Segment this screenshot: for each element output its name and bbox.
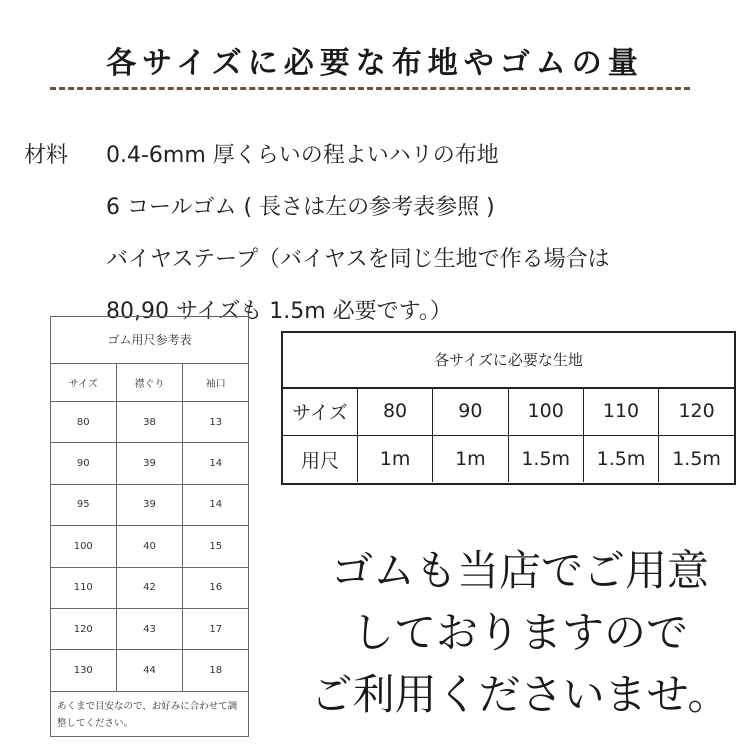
size-cell: 110 <box>51 567 116 608</box>
title-divider <box>50 87 690 90</box>
length-row-label: 用尺 <box>283 436 357 483</box>
size-cell: 90 <box>51 443 116 484</box>
materials-line-bias-note: 80,90 サイズも 1.5m 必要です。） <box>106 299 452 324</box>
cuff-cell: 18 <box>183 650 248 691</box>
materials-label: 材料 <box>24 143 69 168</box>
materials-line-elastic: 6 コールゴム ( 長さは左の参考表参照 ) <box>106 195 495 220</box>
neckline-cell: 38 <box>116 402 183 443</box>
size-cell: 100 <box>508 387 583 436</box>
size-cell: 100 <box>51 526 116 567</box>
size-cell: 130 <box>51 650 116 691</box>
header-cuff: 袖口 <box>183 363 248 402</box>
cuff-cell: 15 <box>183 526 248 567</box>
size-cell: 90 <box>433 387 508 436</box>
length-cell: 1m <box>357 436 432 483</box>
size-cell: 120 <box>659 387 734 436</box>
cuff-cell: 14 <box>183 484 248 525</box>
size-cell: 80 <box>51 402 116 443</box>
neckline-cell: 42 <box>116 567 183 608</box>
page-title: 各サイズに必要な布地やゴムの量 <box>106 46 644 81</box>
table-row <box>51 567 248 608</box>
size-cell: 95 <box>51 484 116 525</box>
length-cell: 1m <box>433 436 508 483</box>
cuff-cell: 17 <box>183 608 248 649</box>
table-row <box>51 608 248 649</box>
neckline-cell: 43 <box>116 608 183 649</box>
fabric-table-title: 各サイズに必要な生地 <box>283 333 734 389</box>
fabric-size-row <box>283 387 734 436</box>
materials-line-fabric: 0.4-6mm 厚くらいの程よいハリの布地 <box>106 143 499 168</box>
elastic-table-note: あくまで目安なので、お好みに合わせて調整してください。 <box>57 701 238 729</box>
materials-line-bias-tape: バイヤステープ（バイヤスを同じ生地で作る場合は <box>106 247 610 272</box>
size-cell: 80 <box>357 387 432 436</box>
elastic-table-title: ゴム用尺参考表 <box>51 317 248 364</box>
neckline-cell: 39 <box>116 443 183 484</box>
size-cell: 120 <box>51 608 116 649</box>
table-row <box>51 484 248 525</box>
message-line: しておりますので <box>351 608 688 657</box>
cuff-cell: 14 <box>183 443 248 484</box>
length-cell: 1.5m <box>672 448 721 470</box>
length-cell: 1.5m <box>583 436 658 483</box>
message-line: ゴムも当店でご用意 <box>330 546 709 595</box>
fabric-requirement-table <box>281 331 736 485</box>
neckline-cell: 39 <box>116 484 183 525</box>
cuff-cell: 16 <box>183 567 248 608</box>
shop-message <box>290 540 750 726</box>
table-row <box>51 402 248 443</box>
size-cell: 110 <box>583 387 658 436</box>
header-neckline: 襟ぐり <box>116 363 183 402</box>
message-line: ご利用くださいませ。 <box>310 670 730 719</box>
fabric-length-row <box>283 436 734 483</box>
neckline-cell: 40 <box>116 526 183 567</box>
elastic-table-header <box>51 363 248 402</box>
cuff-cell: 13 <box>183 402 248 443</box>
elastic-reference-table <box>50 316 249 737</box>
header-size: サイズ <box>51 363 116 402</box>
table-row <box>51 650 248 691</box>
table-row <box>51 526 248 567</box>
size-row-label: サイズ <box>283 387 357 436</box>
length-cell: 1.5m <box>508 436 583 483</box>
neckline-cell: 44 <box>116 650 183 691</box>
table-row <box>51 443 248 484</box>
